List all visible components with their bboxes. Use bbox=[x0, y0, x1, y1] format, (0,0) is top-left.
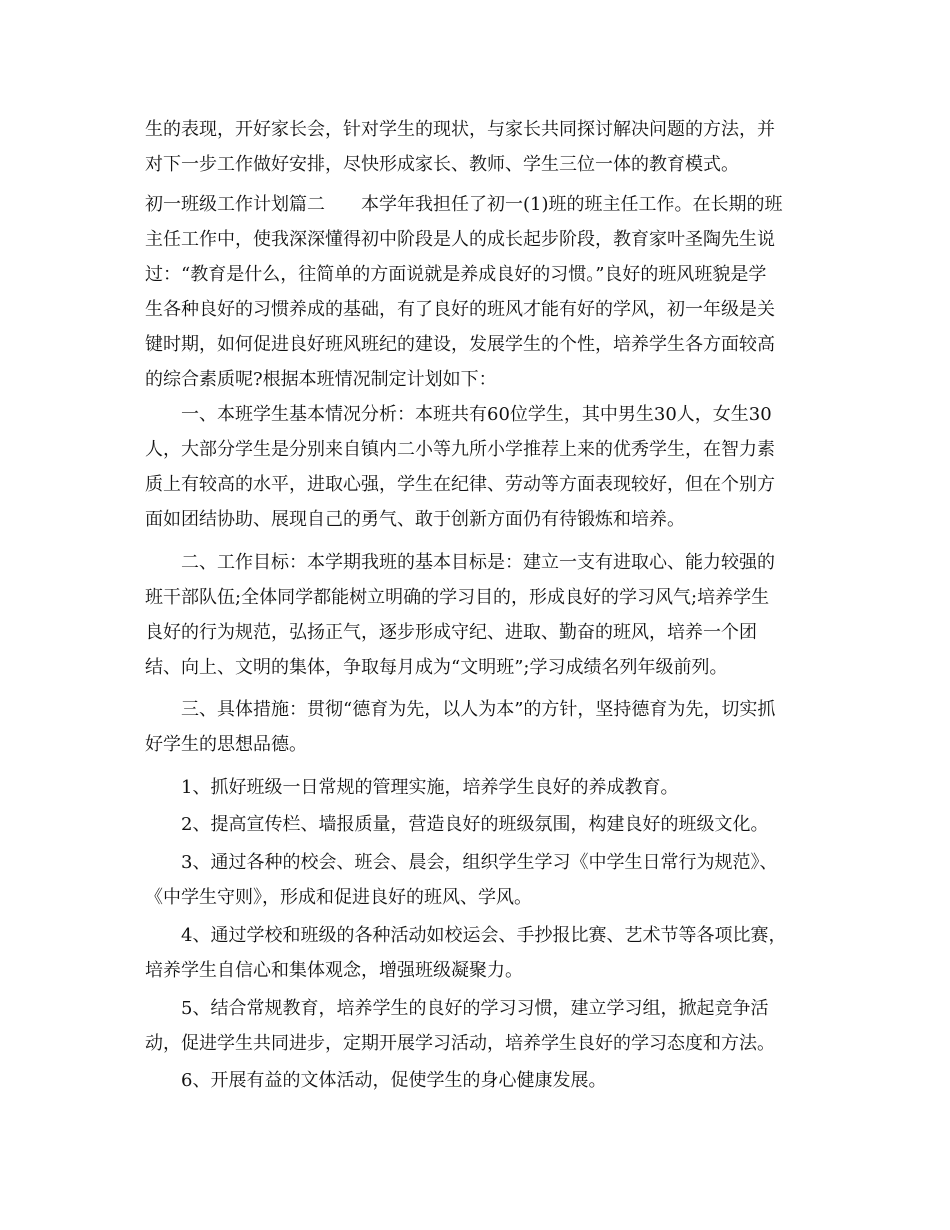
text-line: 《中学生守则》，形成和促进良好的班风、学风。 bbox=[145, 887, 532, 908]
text-line: 良好的行为规范，弘扬正气，逐步形成守纪、进取、勤奋的班风，培养一个团 bbox=[145, 622, 757, 643]
text-line: 对下一步工作做好安排，尽快形成家长、教师、学生三位一体的教育模式。 bbox=[145, 154, 739, 175]
text-line: 一、本班学生基本情况分析：本班共有60位学生，其中男生30人，女生30 bbox=[181, 404, 772, 425]
text-line: 班干部队伍;全体同学都能树立明确的学习目的，形成良好的学习风气;培养学生 bbox=[145, 587, 770, 608]
text-line: 面如团结协助、展现自己的勇气、敢于创新方面仍有待锻炼和培养。 bbox=[145, 509, 685, 530]
text-line: 好学生的思想品德。 bbox=[145, 734, 307, 755]
text-line: 动，促进学生共同进步，定期开展学习活动，培养学生良好的学习态度和方法。 bbox=[145, 1033, 775, 1054]
text-line: 培养学生自信心和集体观念，增强班级凝聚力。 bbox=[145, 960, 523, 981]
text-line: 1、抓好班级一日常规的管理实施，培养学生良好的养成教育。 bbox=[181, 777, 679, 798]
text-line: 生各种良好的习惯养成的基础，有了良好的班风才能有好的学风，初一年级是关 bbox=[145, 299, 775, 320]
text-line: 生的表现，开好家长会，针对学生的现状，与家长共同探讨解决问题的方法，并 bbox=[145, 119, 775, 140]
text-line: 主任工作中，使我深深懂得初中阶段是人的成长起步阶段，教育家叶圣陶先生说 bbox=[145, 229, 775, 250]
text-line: 结、向上、文明的集体，争取每月成为“文明班”;学习成绩名列年级前列。 bbox=[145, 657, 728, 678]
text-line: 质上有较高的水平，进取心强，学生在纪律、劳动等方面表现较好，但在个别方 bbox=[145, 474, 775, 495]
text-line: 4、通过学校和班级的各种活动如校运会、手抄报比赛、艺术节等各项比赛， bbox=[181, 925, 787, 946]
text-line: 二、工作目标：本学期我班的基本目标是：建立一支有进取心、能力较强的 bbox=[181, 552, 775, 573]
text-line: 2、提高宣传栏、墙报质量，营造良好的班级氛围，构建良好的班级文化。 bbox=[181, 814, 769, 835]
text-line: 人，大部分学生是分别来自镇内二小等九所小学推荐上来的优秀学生，在智力素 bbox=[145, 439, 775, 460]
text-line: 键时期，如何促进良好班风班纪的建设，发展学生的个性，培养学生各方面较高 bbox=[145, 334, 775, 355]
text-line: 三、具体措施：贯彻“德育为先，以人为本”的方针，坚持德育为先，切实抓 bbox=[181, 699, 776, 720]
text-line: 6、开展有益的文体活动，促使学生的身心健康发展。 bbox=[181, 1070, 607, 1091]
text-line: 3、通过各种的校会、班会、晨会，组织学生学习《中学生日常行为规范》、 bbox=[181, 852, 778, 873]
text-line: 初一班级工作计划篇二 本学年我担任了初一(1)班的班主任工作。在长期的班 bbox=[145, 194, 783, 215]
text-line: 过：“教育是什么，往简单的方面说就是养成良好的习惯。”良好的班风班貌是学 bbox=[145, 264, 767, 285]
text-line: 的综合素质呢?根据本班情况制定计划如下： bbox=[145, 369, 497, 390]
text-line: 5、结合常规教育，培养学生的良好的学习习惯，建立学习组，掀起竞争活 bbox=[181, 998, 769, 1019]
